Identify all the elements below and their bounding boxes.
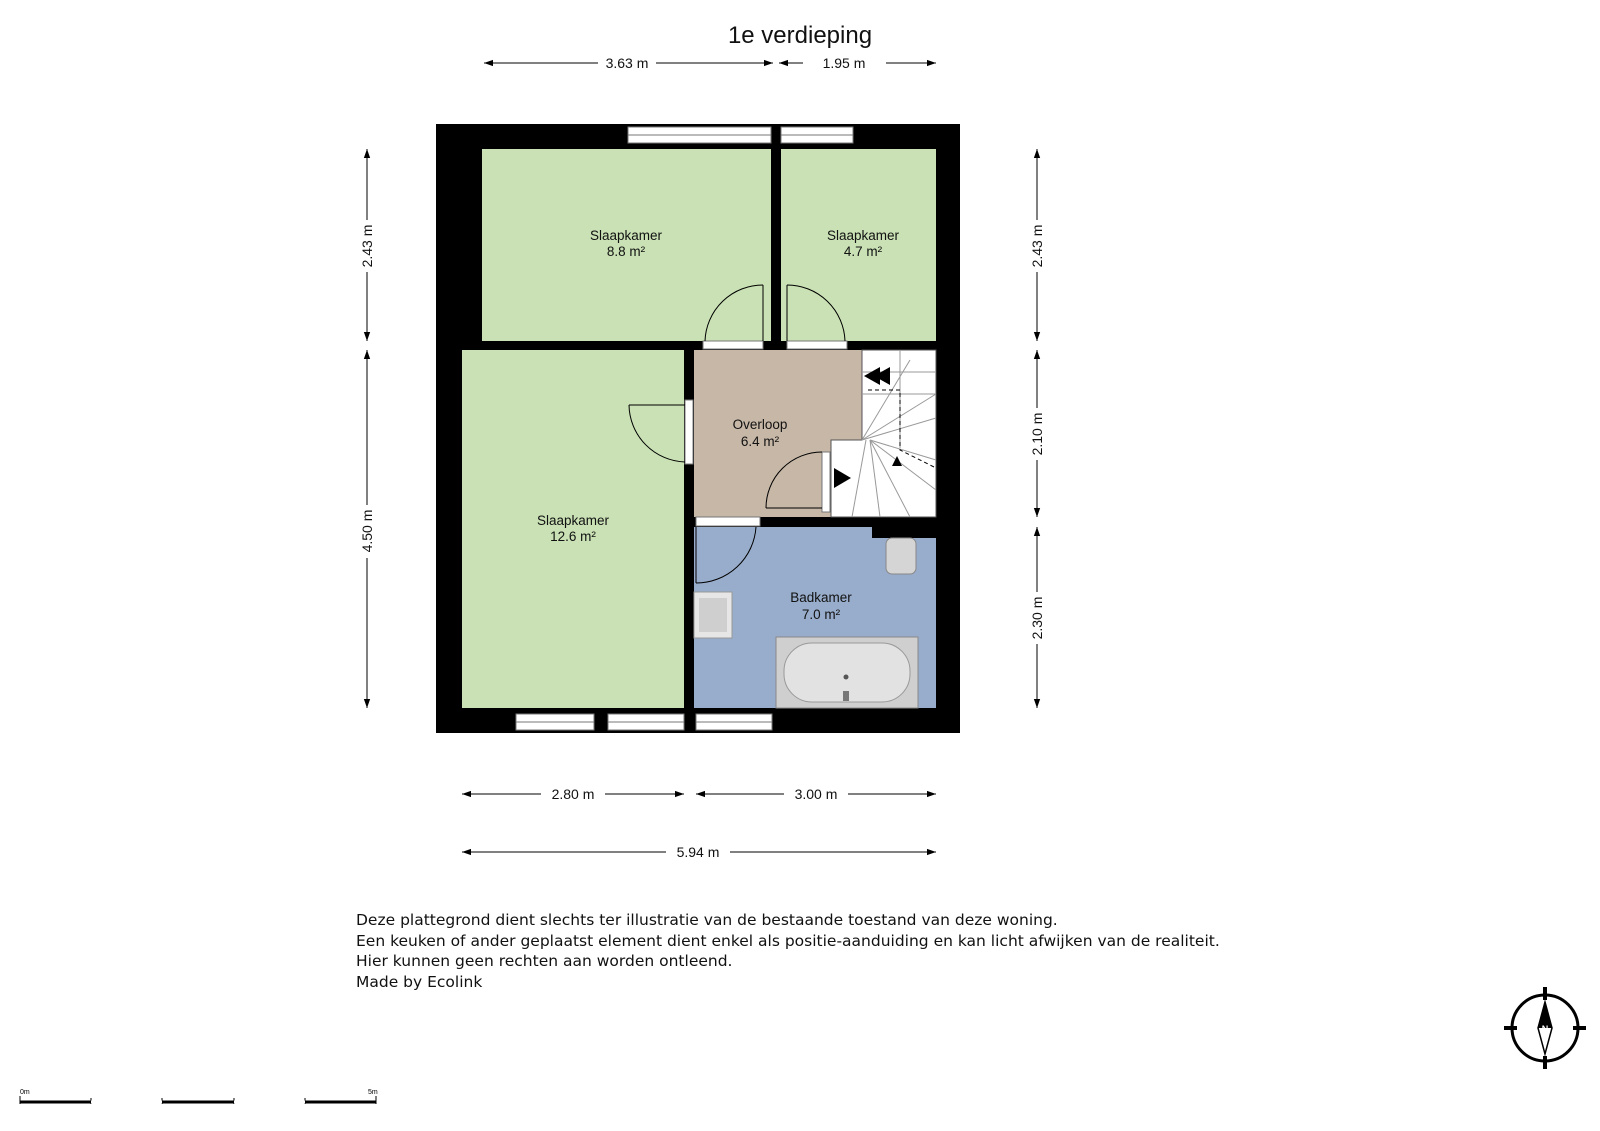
room-label-overloop: Overloop	[732, 417, 788, 432]
scale-bar	[20, 1089, 378, 1104]
dim-right-2: 2.10 m	[1029, 412, 1045, 456]
room-area-overloop: 6.4 m²	[740, 434, 780, 449]
dim-left-1: 2.43 m	[359, 224, 375, 268]
dim-top-2: 1.95 m	[822, 55, 866, 71]
disclaimer-line: Een keuken of ander geplaatst element dient enkel als positie-aanduiding en kan licht afwijken van de realiteit.	[356, 931, 1220, 950]
room-area-slaapkamer-3: 12.6 m²	[550, 529, 596, 544]
room-label-slaapkamer-1: Slaapkamer	[589, 228, 663, 243]
dim-bottom-2: 3.00 m	[794, 786, 838, 802]
room-area-badkamer: 7.0 m²	[801, 607, 841, 622]
dim-left-2: 4.50 m	[359, 509, 375, 553]
scale-start: 0m	[20, 1089, 30, 1096]
scale-end: 5m	[368, 1089, 378, 1096]
toilet	[886, 538, 916, 574]
dim-right-3: 2.30 m	[1029, 596, 1045, 640]
dim-top-1: 3.63 m	[605, 55, 649, 71]
room-area-slaapkamer-1: 8.8 m²	[606, 244, 646, 259]
disclaimer-line: Deze plattegrond dient slechts ter illustratie van de bestaande toestand van deze woning.	[356, 911, 1058, 929]
dim-total: 5.94 m	[676, 844, 720, 860]
room-area-slaapkamer-2: 4.7 m²	[843, 244, 883, 259]
dim-bottom-1: 2.80 m	[551, 786, 595, 802]
floor-title: 1e verdieping	[727, 22, 873, 49]
room-label-slaapkamer-2: Slaapkamer	[826, 228, 900, 243]
compass-icon	[1504, 987, 1586, 1069]
room-label-slaapkamer-3: Slaapkamer	[536, 513, 610, 528]
compass-label: N	[1541, 1024, 1549, 1034]
credit-line: Made by Ecolink	[356, 972, 483, 991]
room-label-badkamer: Badkamer	[790, 590, 852, 605]
dim-right-1: 2.43 m	[1029, 224, 1045, 268]
disclaimer	[356, 910, 1220, 992]
disclaimer-line: Hier kunnen geen rechten aan worden ontleend.	[356, 952, 733, 970]
